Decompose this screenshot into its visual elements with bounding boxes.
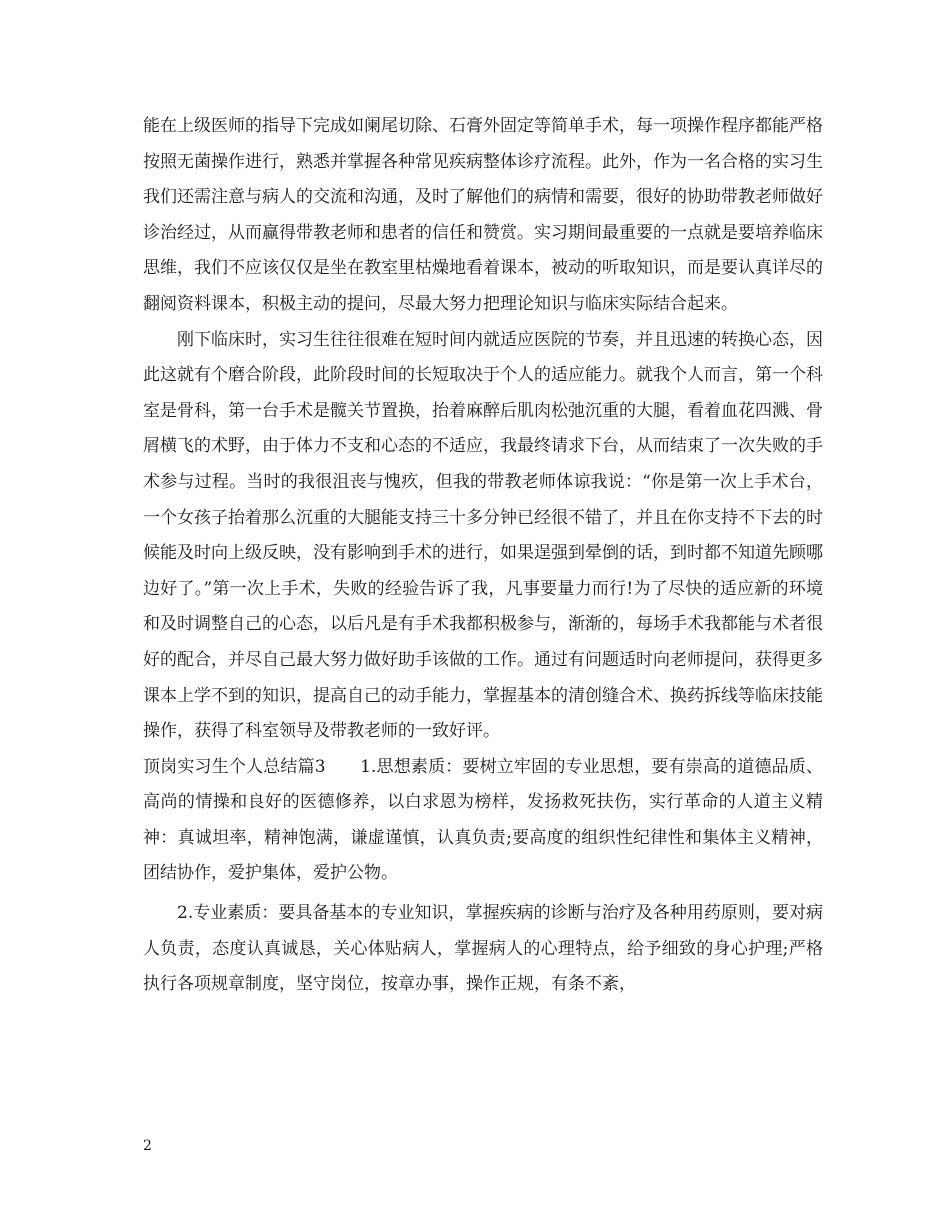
paragraph-ideological-quality: 顶岗实习生个人总结篇3 1.思想素质：要树立牢固的专业思想，要有崇高的道德品质、高尚的情操和良好的医德修养，以白求恩为榜样，发扬救死扶伤，实行革命的人道主义精神：真诚坦率，精神饱满，谦虚谨慎，认真负责;要高度的组织性纪律性和集体主义精神，团结协作，爱护集体，爱护公物。 xyxy=(143,756,823,884)
document-body xyxy=(143,109,823,1003)
paragraph-surgery-practice: 能在上级医师的指导下完成如阑尾切除、石膏外固定等简单手术，每一项操作程序都能严格按照无菌操作进行，熟悉并掌握各种常见疾病整体诊疗流程。此外，作为一名合格的实习生我们还需注意与病人的交流和沟通，及时了解他们的病情和需要，很好的协助带教老师做好诊治经过，从而赢得带教老师和患者的信任和赞赏。实习期间最重要的一点就是要培养临床思维，我们不应该仅仅是坐在教室里枯燥地看着课本，被动的听取知识，而是要认真详尽的翻阅资料课本，积极主动的提问，尽最大努力把理论知识与临床实际结合起来。 xyxy=(143,116,823,314)
paragraph-professional-quality: 2.专业素质：要具备基本的专业知识，掌握疾病的诊断与治疗及各种用药原则，要对病人负责，态度认真诚恳，关心体贴病人，掌握病人的心理特点，给予细致的身心护理;严格执行各项规章制度，坚守岗位，按章办事，操作正规，有条不紊， xyxy=(143,903,823,995)
paragraph-clinical-adaptation: 刚下临床时，实习生往往很难在短时间内就适应医院的节奏，并且迅速的转换心态，因此这就有个磨合阶段，此阶段时间的长短取决于个人的适应能力。就我个人而言，第一个科室是骨科，第一台手术是髋关节置换，抬着麻醉后肌肉松弛沉重的大腿，看着血花四溅、骨屑横飞的术野，由于体力不支和心态的不适应，我最终请求下台，从而结束了一次失败的手术参与过程。当时的我很沮丧与愧疚，但我的带教老师体谅我说：“你是第一次上手术台，一个女孩子抬着那么沉重的大腿能支持三十多分钟已经很不错了，并且在你支持不下去的时候能及时向上级反映，没有影响到手术的进行，如果逞强到晕倒的话，到时都不知道先顾哪边好了。”第一次上手术，失败的经验告诉了我，凡事要量力而行!为了尽快的适应新的环境和及时调整自己的心态，以后凡是有手术我都积极参与，渐渐的，每场手术我都能与术者很好的配合，并尽自己最大努力做好助手该做的工作。通过有问题适时向老师提问，获得更多课本上学不到的知识，提高自己的动手能力，掌握基本的清创缝合术、换药拆线等临床技能操作，获得了科室领导及带教老师的一致好评。 xyxy=(143,329,823,742)
page-number: 2 xyxy=(143,1138,152,1154)
